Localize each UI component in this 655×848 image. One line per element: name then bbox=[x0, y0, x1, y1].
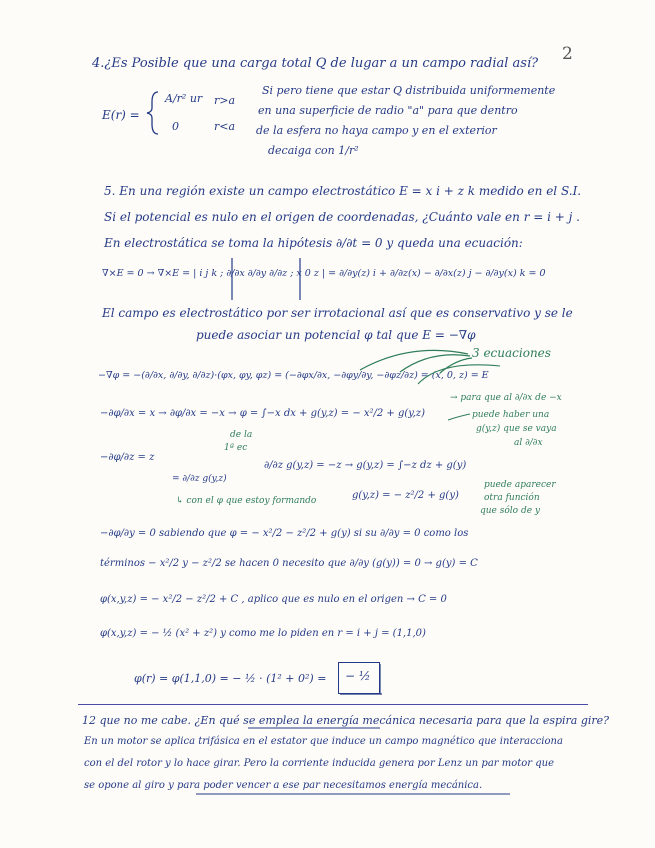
q5-note-para: → para que al ∂/∂x de −x bbox=[450, 393, 562, 403]
q4-answer-line2: en una superficie de radio "a" para que dentro bbox=[258, 104, 518, 117]
q5-eq-z-b: = ∂/∂z g(y,z) bbox=[172, 474, 227, 484]
q4-answer-line4: decaiga con 1/r² bbox=[268, 144, 359, 157]
q5-line1: 5. En una región existe un campo electrostático E = x i + z k medido en el S.I. bbox=[104, 184, 582, 198]
q5-eq-terms: términos − x²/2 y − z²/2 se hacen 0 necesito que ∂/∂y (g(y)) = 0 → g(y) = C bbox=[100, 558, 478, 569]
q5-note-otra: otra función bbox=[484, 493, 540, 503]
q5-note-solo-y: que sólo de y bbox=[480, 506, 540, 516]
q5-note-3-ecuaciones: 3 ecuaciones bbox=[472, 346, 551, 360]
highlight-curve bbox=[418, 365, 500, 384]
q5-note-dela: de la bbox=[230, 430, 253, 440]
q5-eq-g: g(y,z) = − z²/2 + g(y) bbox=[352, 490, 459, 501]
q12-line2: En un motor se aplica trifásica en el estator que induce un campo magnético que interacciona bbox=[84, 736, 563, 747]
q5-eq-phi2: φ(x,y,z) = − ½ (x² + z²) y como me lo piden en r = i + j = (1,1,0) bbox=[100, 628, 426, 639]
final-answer-value: − ½ bbox=[345, 669, 371, 683]
q5-note-al: al ∂/∂x bbox=[514, 438, 543, 448]
q5-line5: puede asociar un potencial φ tal que E = −∇φ bbox=[196, 328, 476, 342]
q5-eq-y: −∂φ/∂y = 0 sabiendo que φ = − x²/2 − z²/2 + g(y) si su ∂/∂y = 0 como los bbox=[100, 528, 469, 539]
q12-line3: con el del rotor y lo hace girar. Pero la corriente inducida genera por Lenz un par motor que bbox=[84, 758, 554, 769]
q12-line4: se opone al giro y para poder vencer a ese par necesitamos energía mecánica. bbox=[84, 780, 483, 791]
q5-note-puede: puede haber una bbox=[472, 410, 550, 420]
q4-answer-line1: Si pero tiene que estar Q distribuida uniformemente bbox=[262, 84, 556, 97]
q5-line3: En electrostática se toma la hipótesis ∂/∂t = 0 y queda una ecuación: bbox=[104, 236, 523, 250]
q4-cond2: r<a bbox=[214, 120, 236, 133]
q12-line1: 12 que no me cabe. ¿En qué se emplea la energía mecánica necesaria para que la espira gire? bbox=[82, 714, 610, 727]
q5-note-con: ↳ con el φ que estoy formando bbox=[176, 496, 317, 506]
q5-eq-phi1: φ(x,y,z) = − x²/2 − z²/2 + C , aplico que es nulo en el origen → C = 0 bbox=[100, 594, 447, 605]
q5-eq-final: φ(r) = φ(1,1,0) = − ½ · (1² + 0²) = bbox=[134, 672, 327, 685]
q5-curl-equation: ∇×E = 0 → ∇×E = | i j k ; ∂/∂x ∂/∂y ∂/∂z ; x 0 z | = ∂/∂y(z) i + ∂/∂z(x) − ∂/∂x(z) j − ∂/∂y(x) k = 0 bbox=[102, 268, 546, 279]
q4-brace bbox=[147, 92, 158, 134]
q5-note-aparecer: puede aparecer bbox=[484, 480, 556, 490]
page-number: 2 bbox=[562, 44, 573, 64]
q4-case2: 0 bbox=[172, 120, 179, 133]
arc-2 bbox=[400, 355, 470, 372]
q5-gradient-equation: −∇φ = −(∂/∂x, ∂/∂y, ∂/∂z)·(φx, φy, φz) = (−∂φx/∂x, −∂φy/∂y, −∂φz/∂z) = (x, 0, z) = E bbox=[98, 370, 489, 381]
q4-answer-line3: de la esfera no haya campo y en el exterior bbox=[256, 124, 497, 137]
q5-note-1ec: 1ª ec bbox=[224, 443, 248, 453]
q5-line2: Si el potencial es nulo en el origen de coordenadas, ¿Cuánto vale en r = i + j . bbox=[104, 210, 580, 224]
q5-eq-x: −∂φ/∂x = x → ∂φ/∂x = −x → φ = ∫−x dx + g(y,z) = − x²/2 + g(y,z) bbox=[100, 408, 425, 419]
q4-func-left: E(r) = bbox=[102, 108, 140, 122]
q5-eq-z-c: ∂/∂z g(y,z) = −z → g(y,z) = ∫−z dz + g(y) bbox=[264, 460, 467, 471]
q5-eq-z-a: −∂φ/∂z = z bbox=[100, 452, 155, 463]
q4-cond1: r>a bbox=[214, 94, 236, 107]
q5-line4: El campo es electrostático por ser irrotacional así que es conservativo y se le bbox=[102, 306, 573, 320]
q4-case1: A/r² ur bbox=[165, 92, 203, 105]
arrow-puede bbox=[448, 414, 470, 420]
q4-title: 4.¿Es Posible que una carga total Q de lugar a un campo radial así? bbox=[92, 56, 539, 71]
q5-note-gyz: g(y,z) que se vaya bbox=[476, 424, 557, 434]
